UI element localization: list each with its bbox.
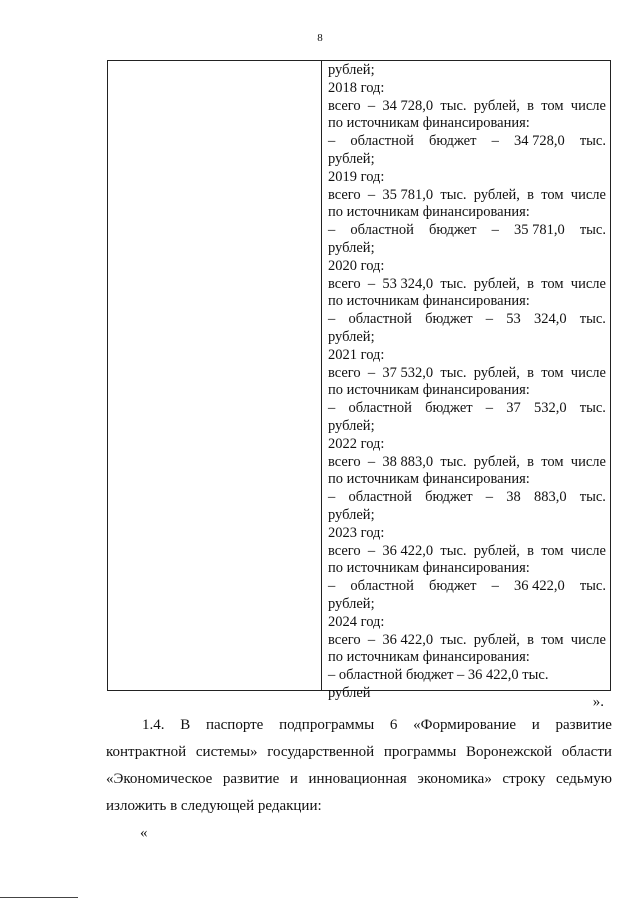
word: бюджет bbox=[428, 222, 477, 239]
word: – bbox=[328, 400, 336, 417]
word: рублей, bbox=[473, 186, 520, 203]
word: всего bbox=[328, 631, 361, 648]
word: областной bbox=[350, 578, 414, 595]
word: всего bbox=[328, 364, 361, 381]
funding-regional-line: – областной бюджет – 36 422,0 тыс. bbox=[328, 667, 549, 684]
word: 6 bbox=[389, 717, 398, 733]
word: 38 883,0 bbox=[382, 453, 434, 470]
word: бюджет bbox=[425, 489, 473, 506]
word: – bbox=[367, 542, 376, 559]
word: – bbox=[328, 578, 336, 595]
word: В bbox=[180, 717, 191, 733]
word: рублей, bbox=[473, 364, 520, 381]
word: паспорте bbox=[205, 717, 264, 733]
word: 35 781,0 bbox=[382, 186, 434, 203]
word: числе bbox=[570, 453, 606, 470]
word: том bbox=[541, 631, 564, 648]
word: том bbox=[541, 453, 564, 470]
word: 35 781,0 bbox=[513, 222, 565, 239]
word: 36 422,0 bbox=[382, 631, 434, 648]
word: – bbox=[367, 631, 376, 648]
funding-sources: по источникам финансирования: bbox=[328, 204, 530, 221]
word: 1.4. bbox=[142, 717, 165, 733]
word: седьмую bbox=[555, 771, 612, 787]
funding-year: 2019 год: bbox=[328, 168, 385, 185]
word: тыс. bbox=[579, 578, 606, 595]
word: тыс. bbox=[579, 222, 606, 239]
word: областной bbox=[350, 133, 414, 150]
word: – bbox=[485, 489, 494, 506]
word: всего bbox=[328, 453, 361, 470]
word: 53 324,0 bbox=[382, 275, 434, 292]
funding-sources: по источникам финансирования: bbox=[328, 293, 530, 310]
word: рублей, bbox=[473, 542, 520, 559]
word: тыс. bbox=[440, 631, 467, 648]
word: том bbox=[541, 97, 564, 114]
funding-unit: рублей bbox=[328, 684, 371, 701]
amendment-paragraph bbox=[106, 712, 612, 820]
funding-total-line bbox=[328, 543, 606, 561]
word: в bbox=[527, 186, 535, 203]
word: тыс. bbox=[579, 400, 606, 417]
word: тыс. bbox=[440, 97, 467, 114]
funding-year: 2020 год: bbox=[328, 257, 385, 274]
word: в bbox=[527, 542, 535, 559]
word: 37 bbox=[506, 400, 521, 417]
word: 324,0 bbox=[533, 311, 567, 328]
word: 38 bbox=[506, 489, 521, 506]
funding-year: 2023 год: bbox=[328, 524, 385, 541]
word: развитие bbox=[222, 771, 280, 787]
word: 36 422,0 bbox=[382, 542, 434, 559]
word: развитие bbox=[555, 717, 612, 733]
word: в bbox=[527, 453, 535, 470]
word: всего bbox=[328, 275, 361, 292]
word: и bbox=[531, 717, 540, 733]
word: – bbox=[491, 133, 499, 150]
word: тыс. bbox=[579, 311, 606, 328]
funding-total-line bbox=[328, 365, 606, 383]
funding-year: 2021 год: bbox=[328, 346, 385, 363]
word: тыс. bbox=[440, 186, 467, 203]
word: тыс. bbox=[440, 364, 467, 381]
word: и bbox=[289, 771, 298, 787]
word: числе bbox=[570, 631, 606, 648]
word: областной bbox=[350, 222, 414, 239]
word: том bbox=[541, 542, 564, 559]
word: – bbox=[491, 578, 499, 595]
funding-unit: рублей; bbox=[328, 239, 375, 256]
funding-total-line bbox=[328, 632, 606, 650]
word: экономика» bbox=[417, 771, 492, 787]
word: 36 422,0 bbox=[513, 578, 565, 595]
word: всего bbox=[328, 97, 361, 114]
word: рублей, bbox=[473, 631, 520, 648]
word: том bbox=[541, 275, 564, 292]
funding-intro: рублей; bbox=[328, 62, 375, 78]
word: «Экономическое bbox=[106, 771, 213, 787]
funding-total-line bbox=[328, 454, 606, 472]
word: «Формирование bbox=[413, 717, 517, 733]
word: всего bbox=[328, 542, 361, 559]
word: государственной bbox=[267, 744, 375, 760]
word: бюджет bbox=[425, 400, 473, 417]
paragraph-line bbox=[106, 766, 612, 793]
word: тыс. bbox=[440, 453, 467, 470]
word: числе bbox=[570, 542, 606, 559]
word: бюджет bbox=[428, 133, 477, 150]
word: 34 728,0 bbox=[382, 97, 434, 114]
funding-regional-line bbox=[328, 489, 606, 507]
funding-year: 2018 год: bbox=[328, 79, 385, 96]
word: контрактной bbox=[106, 744, 187, 760]
table-right-cell bbox=[322, 61, 610, 701]
word: рублей, bbox=[473, 97, 520, 114]
word: рублей, bbox=[473, 453, 520, 470]
word: том bbox=[541, 186, 564, 203]
word: числе bbox=[570, 186, 606, 203]
word: – bbox=[367, 275, 376, 292]
word: числе bbox=[570, 275, 606, 292]
word: области bbox=[561, 744, 612, 760]
funding-regional-line bbox=[328, 400, 606, 418]
word: тыс. bbox=[440, 542, 467, 559]
word: в bbox=[527, 364, 535, 381]
paragraph-line bbox=[106, 739, 612, 766]
word: всего bbox=[328, 186, 361, 203]
word: – bbox=[328, 489, 336, 506]
word: – bbox=[367, 186, 376, 203]
funding-total-line bbox=[328, 276, 606, 294]
funding-sources: по источникам финансирования: bbox=[328, 382, 530, 399]
funding-year: 2024 год: bbox=[328, 613, 385, 630]
word: 34 728,0 bbox=[513, 133, 565, 150]
word: числе bbox=[570, 97, 606, 114]
word: 53 bbox=[506, 311, 521, 328]
word: – bbox=[328, 222, 336, 239]
word: 37 532,0 bbox=[382, 364, 434, 381]
word: в bbox=[527, 97, 535, 114]
word: бюджет bbox=[428, 578, 477, 595]
word: тыс. bbox=[579, 489, 606, 506]
funding-unit: рублей; bbox=[328, 506, 375, 523]
word: 532,0 bbox=[533, 400, 567, 417]
funding-regional-line bbox=[328, 578, 606, 596]
funding-table bbox=[107, 60, 611, 701]
paragraph-last-line: изложить в следующей редакции: bbox=[106, 798, 322, 814]
funding-year: 2022 год: bbox=[328, 435, 385, 452]
word: – bbox=[367, 364, 376, 381]
word: тыс. bbox=[440, 275, 467, 292]
word: том bbox=[541, 364, 564, 381]
funding-sources: по источникам финансирования: bbox=[328, 560, 530, 577]
footnote-rule bbox=[0, 897, 78, 898]
funding-total-line bbox=[328, 187, 606, 205]
opening-quote: « bbox=[140, 825, 148, 841]
word: строку bbox=[502, 771, 546, 787]
funding-unit: рублей; bbox=[328, 328, 375, 345]
word: программы bbox=[383, 744, 457, 760]
word: 883,0 bbox=[533, 489, 567, 506]
word: числе bbox=[570, 364, 606, 381]
word: тыс. bbox=[579, 133, 606, 150]
word: системы» bbox=[195, 744, 258, 760]
word: подпрограммы bbox=[279, 717, 375, 733]
word: областной bbox=[348, 489, 412, 506]
paragraph-line bbox=[106, 712, 612, 739]
word: – bbox=[485, 400, 494, 417]
word: в bbox=[527, 631, 535, 648]
word: областной bbox=[348, 311, 412, 328]
word: бюджет bbox=[425, 311, 473, 328]
closing-quote: ». bbox=[592, 694, 604, 710]
funding-sources: по источникам финансирования: bbox=[328, 471, 530, 488]
funding-regional-line bbox=[328, 133, 606, 151]
word: инновационная bbox=[308, 771, 407, 787]
funding-total-line bbox=[328, 98, 606, 116]
funding-unit: рублей; bbox=[328, 595, 375, 612]
word: – bbox=[485, 311, 494, 328]
word: рублей, bbox=[473, 275, 520, 292]
funding-regional-line bbox=[328, 311, 606, 329]
word: областной bbox=[348, 400, 412, 417]
funding-unit: рублей; bbox=[328, 150, 375, 167]
word: – bbox=[367, 97, 376, 114]
word: в bbox=[527, 275, 535, 292]
funding-sources: по источникам финансирования: bbox=[328, 115, 530, 132]
page-number: 8 bbox=[317, 32, 323, 44]
word: – bbox=[328, 311, 336, 328]
funding-sources: по источникам финансирования: bbox=[328, 649, 530, 666]
table-left-cell bbox=[108, 61, 322, 690]
funding-unit: рублей; bbox=[328, 417, 375, 434]
word: – bbox=[328, 133, 336, 150]
funding-regional-line bbox=[328, 222, 606, 240]
word: – bbox=[367, 453, 376, 470]
word: – bbox=[491, 222, 499, 239]
word: Воронежской bbox=[466, 744, 553, 760]
